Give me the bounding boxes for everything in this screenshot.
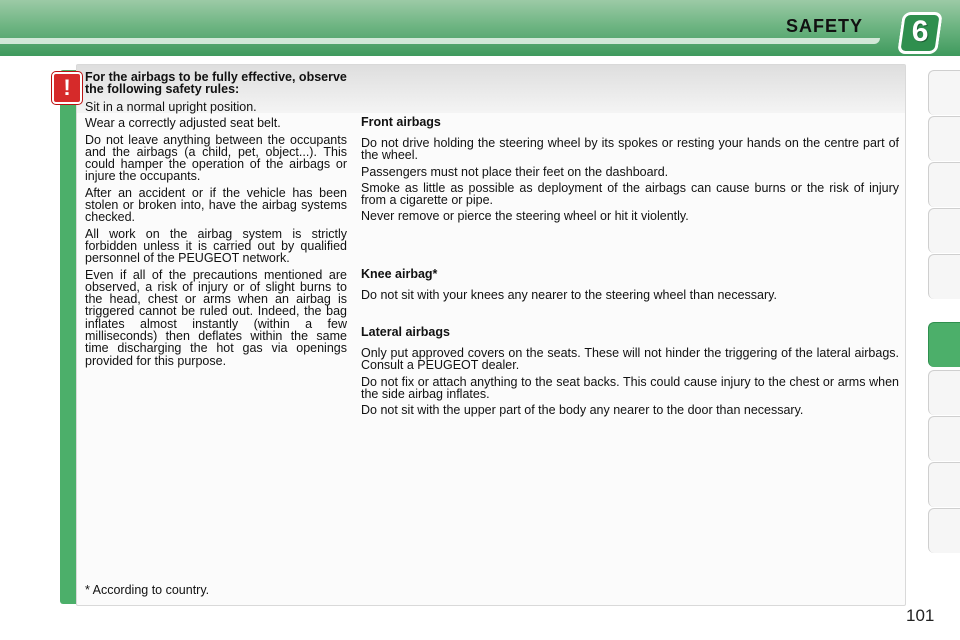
chapter-tab[interactable] (928, 116, 960, 161)
chapter-tab-active[interactable] (928, 322, 960, 367)
front-airbags-paragraph: Never remove or pierce the steering wheel or hit it violently. (361, 209, 689, 224)
chapter-tab[interactable] (928, 162, 960, 207)
rule-paragraph: Even if all of the precautions mentioned are observed, a risk of injury or of slight burns to the head, chest or arms when an airbag is triggered cannot be ruled out. Indeed, the bag inflates almost instantly (within a few milliseconds) then deflates within the same time discharging the hot gas via openings provided for this purpose. (85, 267, 347, 368)
warning-icon: ! (52, 72, 82, 104)
footnote: * According to country. (85, 583, 210, 597)
header-swoosh (0, 38, 880, 44)
rule-paragraph: Wear a correctly adjusted seat belt. (85, 116, 281, 131)
lateral-airbags-paragraph: Do not fix or attach anything to the seat backs. This could cause injury to the chest or arms when the side airbag inflates. (361, 374, 899, 401)
chapter-tab[interactable] (928, 508, 960, 553)
page-number: 101 (906, 606, 935, 625)
lateral-airbags-title: Lateral airbags (361, 325, 450, 339)
knee-airbag-paragraph: Do not sit with your knees any nearer to the steering wheel than necessary. (361, 288, 777, 302)
front-airbags-paragraph: Smoke as little as possible as deployment of the airbags can cause burns or the risk of injury from a cigarette or pipe. (361, 180, 899, 208)
chapter-badge (897, 12, 943, 54)
front-airbags-paragraph: Passengers must not place their feet on the dashboard. (361, 164, 669, 179)
chapter-tab[interactable] (928, 370, 960, 415)
knee-airbag-section (361, 267, 899, 305)
content-panel (76, 64, 906, 606)
chapter-tab[interactable] (928, 208, 960, 253)
rule-paragraph: Do not leave anything between the occupants and the airbags (a child, pet, object...). This could hamper the operation of the airbags or injure the occupants. (85, 132, 347, 184)
front-airbags-title: Front airbags (361, 115, 441, 129)
rule-paragraph: After an accident or if the vehicle has been stolen or broken into, have the airbag systems checked. (85, 185, 347, 225)
front-airbags-section (361, 115, 899, 227)
safety-rules-heading: For the airbags to be fully effective, observe the following safety rules: (85, 70, 347, 96)
chapter-title: SAFETY (786, 16, 864, 36)
front-airbags-paragraph: Do not drive holding the steering wheel by its spokes or resting your hands on the centre part of the wheel. (361, 136, 899, 163)
lateral-airbags-paragraph: Only put approved covers on the seats. These will not hinder the triggering of the lateral airbags. Consult a PEUGEOT dealer. (361, 346, 899, 373)
safety-rules-column (85, 71, 347, 371)
chapter-tabs (928, 70, 960, 574)
knee-airbag-title: Knee airbag* (361, 267, 438, 281)
rule-paragraph: Sit in a normal upright position. (85, 100, 257, 114)
lateral-airbags-paragraph: Do not sit with the upper part of the body any nearer to the door than necessary. (361, 403, 804, 418)
chapter-tab[interactable] (928, 462, 960, 507)
rule-paragraph: All work on the airbag system is strictly forbidden unless it is carried out by qualified personnel of the PEUGEOT network. (85, 226, 347, 266)
chapter-tab[interactable] (928, 416, 960, 461)
chapter-tab[interactable] (928, 70, 960, 115)
lateral-airbags-section (361, 325, 899, 420)
page-header (0, 0, 960, 56)
warning-sidebar (60, 70, 76, 604)
chapter-number: 6 (911, 15, 929, 48)
chapter-tab[interactable] (928, 254, 960, 299)
